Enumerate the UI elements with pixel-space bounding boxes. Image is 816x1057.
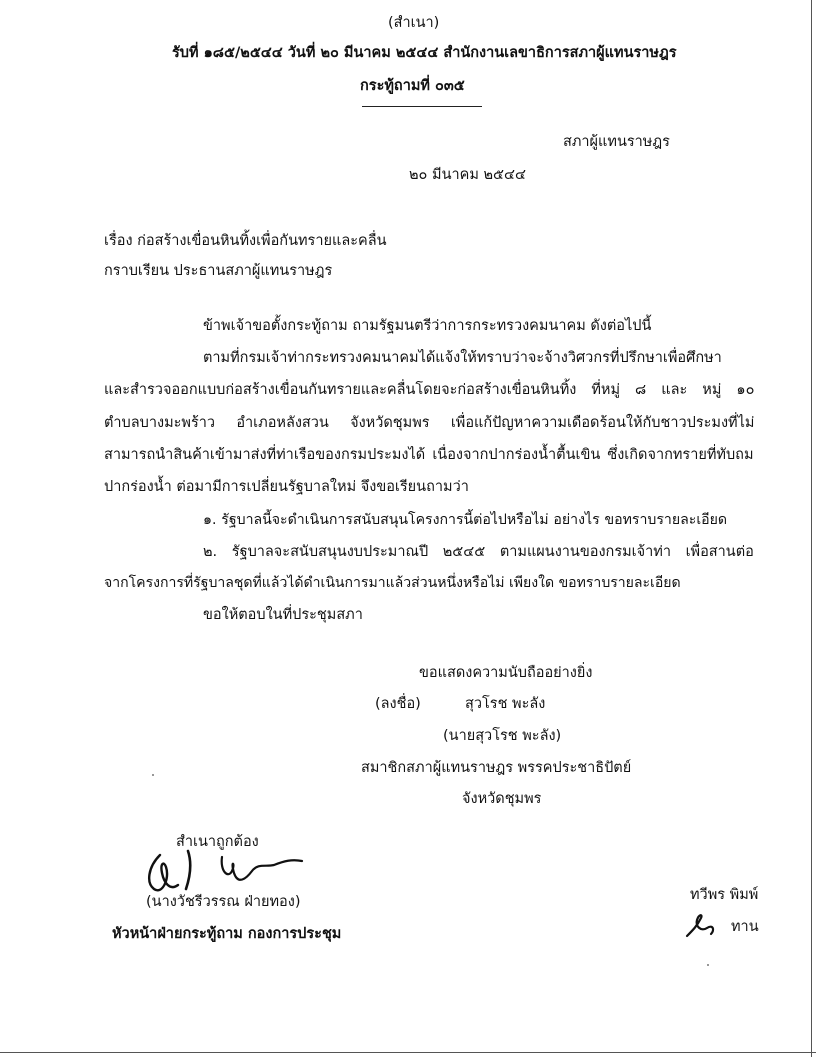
certifier-title: หัวหน้าฝ่ายกระทู้ถาม กองการประชุม <box>112 926 342 942</box>
question-1: ๑. รัฐบาลนี้จะดำเนินการสนับสนุนโครงการนี้ต่อไปหรือไม่ อย่างไร ขอทราบรายละเอียด <box>203 512 728 528</box>
question-2-line-1: ๒. รัฐบาลจะสนับสนุนงบประมาณปี ๒๕๔๕ ตามแผนงานของกรมเจ้าท่า เพื่อสานต่อ <box>203 544 754 560</box>
question-number: กระทู้ถามที่ ๐๓๕ <box>360 78 465 94</box>
salutation: กราบเรียน ประธานสภาผู้แทนราษฎร <box>104 263 333 279</box>
body-paragraph-2-line-3: ตำบลบางมะพร้าว อำเภอหลังสวน จังหวัดชุมพร เพื่อแก้ปัญหาความเดือดร้อนให้กับชาวประมงที่ไม่ <box>104 415 755 431</box>
body-paragraph-2-line-1: ตามที่กรมเจ้าท่ากระทรวงคมนาคมได้แจ้งให้ทราบว่าจะจ้างวิศวกรที่ปรึกษาเพื่อศึกษา <box>203 350 722 366</box>
signed-label: (ลงชื่อ) <box>375 696 421 712</box>
receipt-line: รับที่ ๑๘๕/๒๕๔๔ วันที่ ๒๐ มีนาคม ๒๕๔๔ สำนักงานเลขาธิการสภาผู้แทนราษฎร <box>172 45 677 61</box>
scan-speck <box>707 964 709 966</box>
certifier-name: (นางวัชรีวรรณ ฝ่ายทอง) <box>146 894 301 910</box>
subject-line: เรื่อง ก่อสร้างเขื่อนหินทิ้งเพื่อกันทรายและคลื่น <box>104 233 387 249</box>
checker-label: ทาน <box>731 919 759 935</box>
typist-label: ทวีพร พิมพ์ <box>690 887 759 903</box>
printed-name: (นายสุวโรช พะลัง) <box>443 728 562 744</box>
signed-name: สุวโรช พะลัง <box>465 696 546 712</box>
body-paragraph-2-line-5: ปากร่องน้ำ ต่อมามีการเปลี่ยนรัฐบาลใหม่ จึงขอเรียนถามว่า <box>104 479 469 495</box>
member-position: สมาชิกสภาผู้แทนราษฎร พรรคประชาธิปัตย์ <box>361 760 632 776</box>
scan-edge-right <box>811 0 812 1057</box>
recipient-org: สภาผู้แทนราษฎร <box>563 134 670 150</box>
regards: ขอแสดงความนับถืออย่างยิ่ง <box>419 665 593 681</box>
scan-edge-bottom <box>0 1052 816 1053</box>
header-divider <box>362 106 482 107</box>
scan-speck <box>152 774 154 776</box>
checker-initial <box>683 912 723 940</box>
letter-date: ๒๐ มีนาคม ๒๕๔๔ <box>409 167 526 183</box>
body-paragraph-2-line-4: สามารถนำสินค้าเข้ามาส่งที่ท่าเรือของกรมประมงได้ เนื่องจากปากร่องน้ำตื้นเขิน ซึ่งเกิดจากทรายที่ทับถม <box>104 447 754 463</box>
copy-label: (สำเนา) <box>388 15 440 31</box>
body-paragraph-2-line-2: และสำรวจออกแบบก่อสร้างเขื่อนกันทรายและคลื่นโดยจะก่อสร้างเขื่อนหินทิ้ง ที่หมู่ ๘ และ หมู่ ๑๐ <box>104 382 755 398</box>
true-copy-label: สำเนาถูกต้อง <box>176 834 259 850</box>
member-province: จังหวัดชุมพร <box>462 791 542 807</box>
request-line: ขอให้ตอบในที่ประชุมสภา <box>203 607 363 623</box>
question-2-line-2: จากโครงการที่รัฐบาลชุดที่แล้วได้ดำเนินการมาแล้วส่วนหนึ่งหรือไม่ เพียงใด ขอทราบรายละเอียด <box>104 575 681 591</box>
body-paragraph-1: ข้าพเจ้าขอตั้งกระทู้ถาม ถามรัฐมนตรีว่าการกระทรวงคมนาคม ดังต่อไปนี้ <box>203 318 652 334</box>
